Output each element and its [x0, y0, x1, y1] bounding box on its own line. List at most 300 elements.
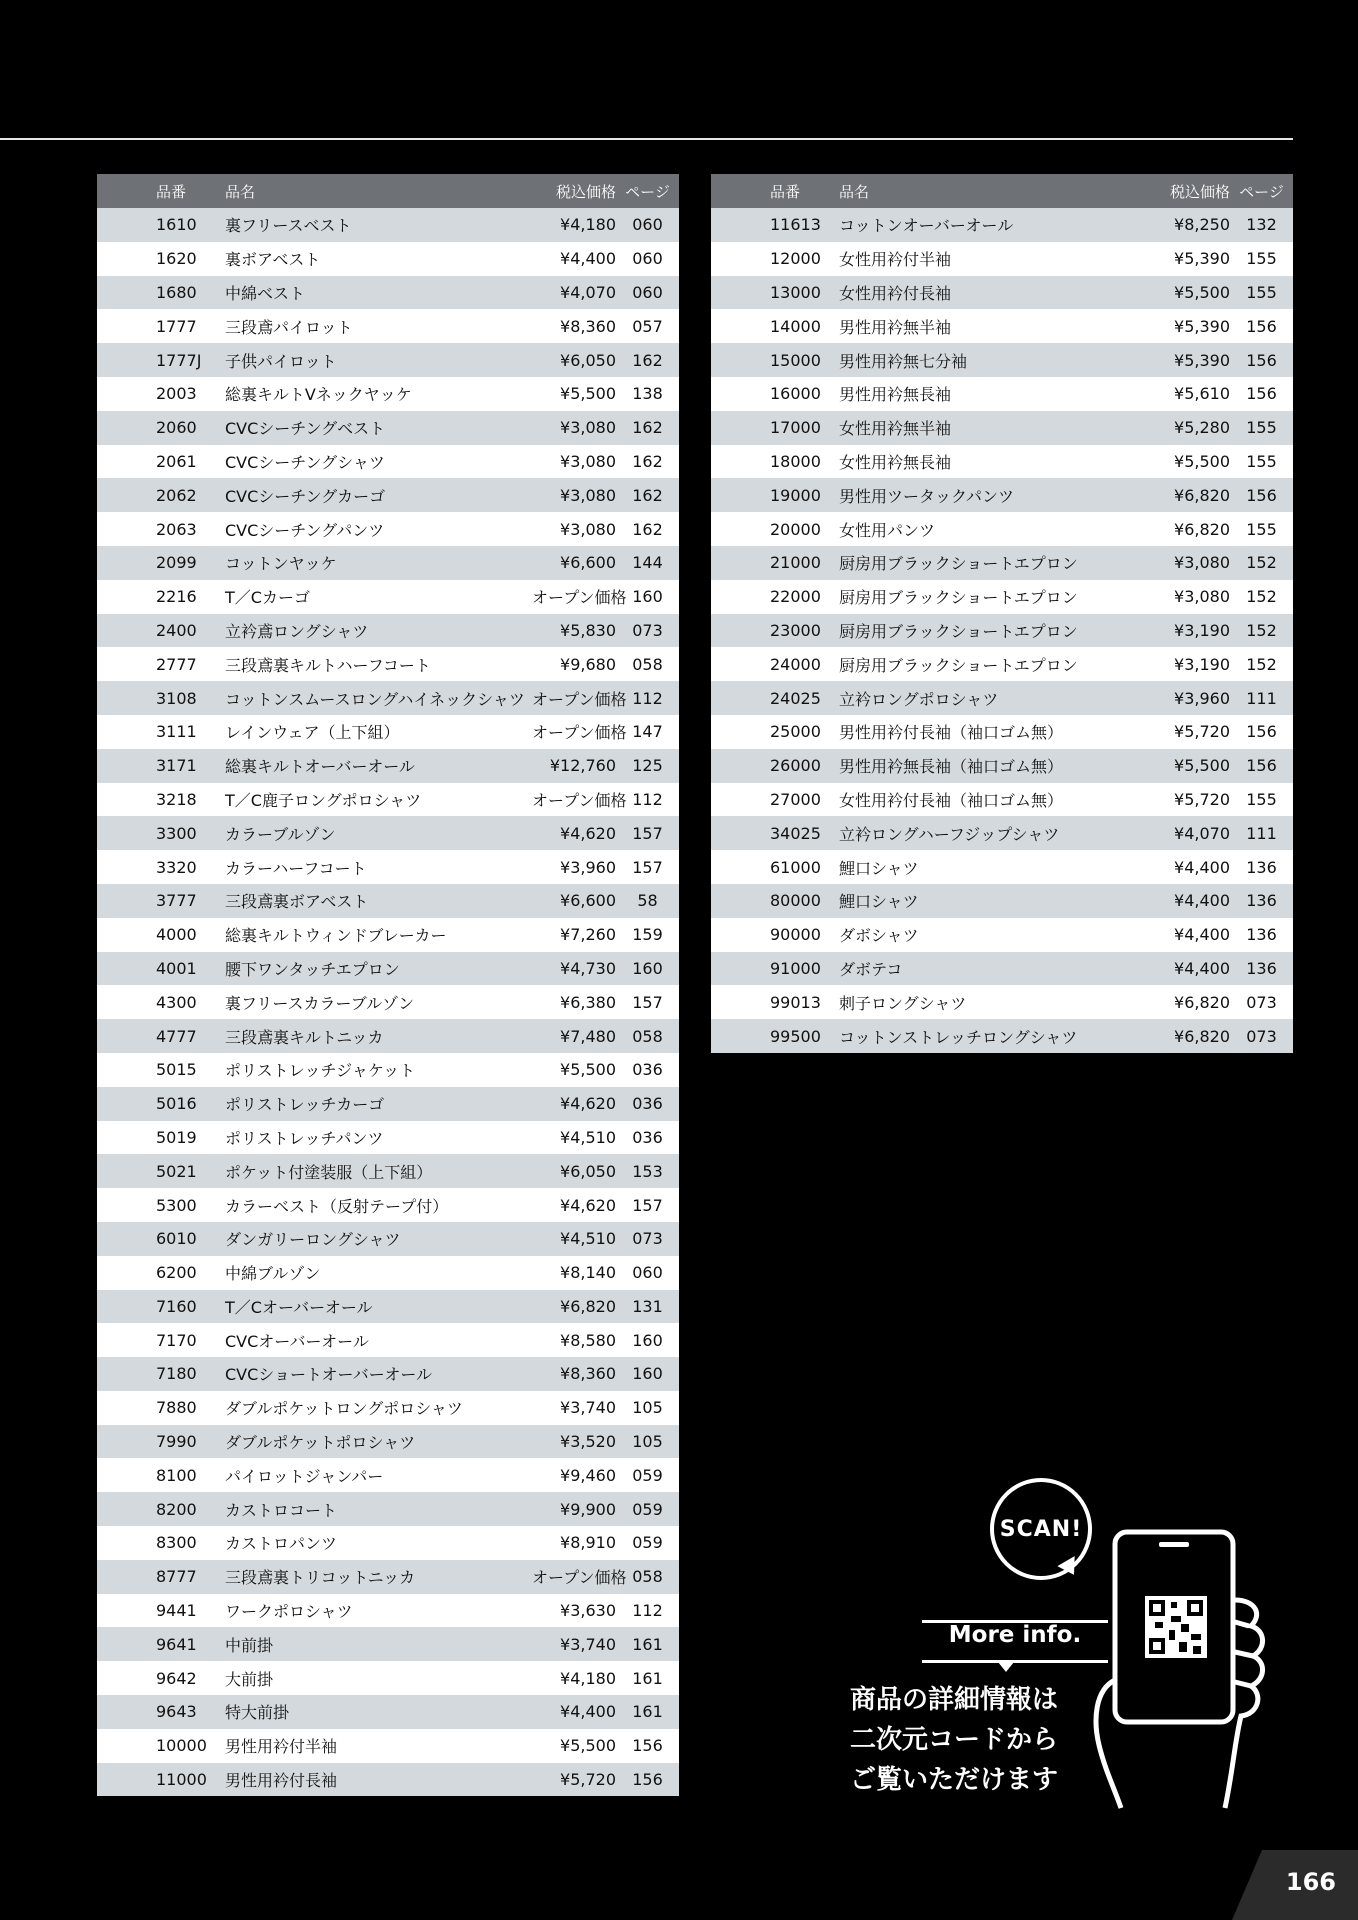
- item-name: 女性用衿無半袖: [839, 419, 952, 439]
- item-price: ¥7,260: [560, 925, 616, 945]
- item-price: ¥5,610: [1174, 384, 1230, 404]
- item-code: 7990: [156, 1432, 197, 1452]
- item-page: 136: [1246, 958, 1277, 978]
- item-page: 160: [632, 1364, 663, 1384]
- item-page: 136: [1246, 891, 1277, 911]
- item-name: 女性用衿無長袖: [839, 452, 952, 472]
- item-page: 156: [632, 1736, 663, 1756]
- item-name: ダボシャツ: [839, 926, 919, 946]
- table-row: [97, 783, 679, 817]
- item-page: 160: [632, 1330, 663, 1350]
- header-price: 税込価格: [1146, 174, 1230, 208]
- item-page: 157: [632, 992, 663, 1012]
- item-price: ¥5,390: [1174, 249, 1230, 269]
- item-page: 125: [632, 756, 663, 776]
- table-row: [97, 580, 679, 614]
- item-name: 総裏キルトウィンドブレーカー: [225, 926, 447, 946]
- item-code: 3108: [156, 688, 197, 708]
- item-price: ¥4,400: [560, 1702, 616, 1722]
- item-page: 58: [637, 891, 658, 911]
- item-name: 三段鳶裏ボアベスト: [225, 892, 369, 912]
- item-price: ¥3,080: [1174, 587, 1230, 607]
- item-page: 152: [1246, 553, 1277, 573]
- item-page: 059: [632, 1499, 663, 1519]
- table-row: [97, 546, 679, 580]
- header-code: 品番: [97, 174, 225, 208]
- item-name: 裏ボアベスト: [225, 250, 321, 270]
- table-row: [711, 952, 1293, 986]
- table-row: [97, 411, 679, 445]
- item-page: 156: [1246, 350, 1277, 370]
- item-code: 1680: [156, 282, 197, 302]
- item-name: コットンヤッケ: [225, 554, 337, 574]
- item-name: T／C鹿子ロングポロシャツ: [225, 790, 422, 810]
- item-price: ¥6,050: [560, 350, 616, 370]
- item-price: オープン価格: [532, 1568, 627, 1588]
- item-code: 9441: [156, 1601, 197, 1621]
- item-code: 21000: [770, 553, 821, 573]
- item-code: 17000: [770, 418, 821, 438]
- item-code: 18000: [770, 451, 821, 471]
- item-code: 2061: [156, 451, 197, 471]
- item-page: 036: [632, 1060, 663, 1080]
- table-row: [97, 1290, 679, 1324]
- item-name: 子供パイロット: [225, 351, 337, 371]
- item-page: 155: [1246, 418, 1277, 438]
- item-code: 23000: [770, 620, 821, 640]
- item-page: 162: [632, 485, 663, 505]
- item-page: 147: [632, 722, 663, 742]
- item-price: ¥6,820: [560, 1296, 616, 1316]
- item-name: 男性用衿無半袖: [839, 317, 952, 337]
- item-price: ¥5,720: [560, 1770, 616, 1790]
- table-row: [97, 850, 679, 884]
- item-name: コットンスムースロングハイネックシャツ: [225, 689, 525, 709]
- table-row: [97, 1121, 679, 1155]
- table-header-row: [711, 174, 1293, 208]
- item-code: 91000: [770, 958, 821, 978]
- item-price: ¥4,400: [1174, 891, 1230, 911]
- item-price: ¥5,280: [1174, 418, 1230, 438]
- item-name: 裏フリースカラーブルゾン: [225, 993, 415, 1013]
- item-price: ¥3,080: [560, 451, 616, 471]
- item-name: ポリストレッチジャケット: [225, 1061, 416, 1081]
- item-price: ¥3,080: [560, 418, 616, 438]
- item-price: ¥5,720: [1174, 789, 1230, 809]
- table-row: [97, 715, 679, 749]
- item-code: 26000: [770, 756, 821, 776]
- item-page: 073: [632, 1229, 663, 1249]
- item-code: 34025: [770, 823, 821, 843]
- item-name: 三段鳶裏キルトニッカ: [225, 1027, 384, 1047]
- item-price: ¥4,400: [560, 249, 616, 269]
- promo-line-2: 二次元コードから: [850, 1725, 1059, 1755]
- item-name: ダブルポケットロングポロシャツ: [225, 1399, 463, 1419]
- header-price: 税込価格: [532, 174, 616, 208]
- table-row: [97, 512, 679, 546]
- table-row: [711, 850, 1293, 884]
- price-table-left-body: [97, 208, 679, 1796]
- item-code: 14000: [770, 316, 821, 336]
- item-code: 4001: [156, 958, 197, 978]
- table-row: [97, 208, 679, 242]
- table-row: [97, 1256, 679, 1290]
- item-price: ¥3,080: [560, 519, 616, 539]
- item-name: 男性用ツータックパンツ: [839, 486, 1015, 506]
- item-price: ¥5,500: [560, 1736, 616, 1756]
- item-price: ¥3,740: [560, 1634, 616, 1654]
- item-page: 157: [632, 823, 663, 843]
- item-name: カラーブルゾン: [225, 824, 336, 844]
- promo-line-3: ご覧いただけます: [850, 1765, 1059, 1795]
- table-row: [711, 478, 1293, 512]
- item-code: 6200: [156, 1263, 197, 1283]
- item-code: 5300: [156, 1195, 197, 1215]
- item-code: 24025: [770, 688, 821, 708]
- item-code: 10000: [156, 1736, 207, 1756]
- item-code: 2216: [156, 587, 197, 607]
- item-price: ¥3,190: [1174, 654, 1230, 674]
- item-name: 男性用衿付半袖: [225, 1737, 338, 1757]
- promo-line-1: 商品の詳細情報は: [850, 1685, 1059, 1715]
- table-row: [97, 1053, 679, 1087]
- item-code: 90000: [770, 925, 821, 945]
- item-page: 105: [632, 1432, 663, 1452]
- table-row: [711, 208, 1293, 242]
- item-name: 男性用衿無長袖: [839, 385, 952, 405]
- table-row: [97, 1492, 679, 1526]
- table-row: [97, 918, 679, 952]
- item-code: 5015: [156, 1060, 197, 1080]
- item-price: ¥6,380: [560, 992, 616, 1012]
- qr-code-icon: [1145, 1596, 1207, 1658]
- item-page: 160: [632, 587, 663, 607]
- table-row: [97, 985, 679, 1019]
- item-code: 8777: [156, 1567, 197, 1587]
- item-code: 9643: [156, 1702, 197, 1722]
- item-price: ¥3,740: [560, 1398, 616, 1418]
- item-code: 7160: [156, 1296, 197, 1316]
- item-page: 157: [632, 857, 663, 877]
- item-code: 2777: [156, 654, 197, 674]
- item-name: 大前掛: [225, 1669, 274, 1689]
- item-page: 156: [1246, 316, 1277, 336]
- item-name: 女性用パンツ: [839, 520, 936, 540]
- item-name: 総裏キルトVネックヤッケ: [225, 385, 412, 405]
- promo-text: [850, 1680, 1058, 1800]
- item-name: 三段鳶パイロット: [225, 317, 353, 337]
- item-code: 9642: [156, 1668, 197, 1688]
- item-page: 155: [1246, 249, 1277, 269]
- item-code: 2099: [156, 553, 197, 573]
- item-name: 腰下ワンタッチエプロン: [225, 959, 400, 979]
- item-name: CVCショートオーバーオール: [225, 1365, 433, 1385]
- item-price: ¥9,460: [560, 1465, 616, 1485]
- more-info-notch: [998, 1662, 1014, 1672]
- table-row: [711, 918, 1293, 952]
- item-price: ¥6,820: [1174, 1026, 1230, 1046]
- item-name: 男性用衿無七分袖: [839, 351, 968, 371]
- item-code: 11000: [156, 1770, 207, 1790]
- header-name: 品名: [225, 174, 532, 208]
- table-row: [97, 884, 679, 918]
- table-row: [97, 1087, 679, 1121]
- more-info-label: More info.: [948, 1622, 1082, 1648]
- item-page: 111: [1246, 823, 1277, 843]
- item-price: ¥4,400: [1174, 925, 1230, 945]
- item-price: ¥4,620: [560, 823, 616, 843]
- table-row: [711, 546, 1293, 580]
- price-table-left: [97, 174, 679, 1796]
- item-code: 16000: [770, 384, 821, 404]
- item-price: ¥6,600: [560, 553, 616, 573]
- item-price: ¥5,390: [1174, 350, 1230, 370]
- item-code: 24000: [770, 654, 821, 674]
- item-name: 三段鳶裏キルトハーフコート: [225, 655, 431, 675]
- item-page: 073: [1246, 992, 1277, 1012]
- item-page: 073: [632, 620, 663, 640]
- item-code: 9641: [156, 1634, 197, 1654]
- item-price: ¥5,720: [1174, 722, 1230, 742]
- item-page: 162: [632, 350, 663, 370]
- item-page: 111: [1246, 688, 1277, 708]
- item-code: 27000: [770, 789, 821, 809]
- item-page: 156: [632, 1770, 663, 1790]
- item-price: ¥8,580: [560, 1330, 616, 1350]
- table-row: [97, 749, 679, 783]
- item-price: ¥8,250: [1174, 215, 1230, 235]
- item-page: 073: [1246, 1026, 1277, 1046]
- table-row: [711, 580, 1293, 614]
- item-page: 161: [632, 1634, 663, 1654]
- item-code: 12000: [770, 249, 821, 269]
- item-code: 22000: [770, 587, 821, 607]
- item-code: 8200: [156, 1499, 197, 1519]
- table-row: [711, 985, 1293, 1019]
- header-name: 品名: [839, 174, 1146, 208]
- item-price: ¥4,180: [560, 1668, 616, 1688]
- item-page: 156: [1246, 756, 1277, 776]
- table-row: [711, 816, 1293, 850]
- item-code: 13000: [770, 282, 821, 302]
- item-price: ¥6,820: [1174, 992, 1230, 1012]
- table-row: [97, 1763, 679, 1797]
- item-name: 女性用衿付半袖: [839, 250, 952, 270]
- smartphone-hand-icon: [1085, 1530, 1275, 1810]
- item-page: 060: [632, 1263, 663, 1283]
- item-code: 5016: [156, 1094, 197, 1114]
- item-price: オープン価格: [532, 790, 627, 810]
- item-page: 036: [632, 1127, 663, 1147]
- item-price: ¥7,480: [560, 1026, 616, 1046]
- item-price: ¥5,500: [560, 1060, 616, 1080]
- item-name: CVCシーチングシャツ: [225, 452, 385, 472]
- item-code: 1620: [156, 249, 197, 269]
- price-table-right: [711, 174, 1293, 1053]
- table-row: [97, 276, 679, 310]
- item-name: 厨房用ブラックショートエプロン: [839, 554, 1078, 574]
- item-page: 138: [632, 384, 663, 404]
- item-name: ダボテコ: [839, 959, 903, 979]
- item-price: ¥3,080: [1174, 553, 1230, 573]
- item-price: オープン価格: [532, 588, 627, 608]
- item-price: ¥3,080: [560, 485, 616, 505]
- item-price: ¥8,140: [560, 1263, 616, 1283]
- item-code: 8300: [156, 1533, 197, 1553]
- item-page: 152: [1246, 620, 1277, 640]
- item-name: ポリストレッチカーゴ: [225, 1095, 385, 1115]
- item-price: ¥5,830: [560, 620, 616, 640]
- item-name: 中綿ブルゾン: [225, 1264, 321, 1284]
- item-price: ¥8,360: [560, 316, 616, 336]
- table-row: [711, 884, 1293, 918]
- item-price: ¥5,500: [1174, 756, 1230, 776]
- item-price: ¥6,820: [1174, 485, 1230, 505]
- table-row: [97, 1019, 679, 1053]
- item-name: CVCシーチングカーゴ: [225, 486, 386, 506]
- item-code: 80000: [770, 891, 821, 911]
- item-name: T／Cオーバーオール: [225, 1297, 373, 1317]
- table-row: [97, 1391, 679, 1425]
- item-name: カストロコート: [225, 1500, 338, 1520]
- item-price: ¥4,070: [1174, 823, 1230, 843]
- item-page: 132: [1246, 215, 1277, 235]
- item-page: 060: [632, 215, 663, 235]
- item-name: CVCシーチングベスト: [225, 419, 386, 439]
- item-code: 8100: [156, 1465, 197, 1485]
- table-row: [711, 309, 1293, 343]
- item-name: 特大前掛: [225, 1703, 290, 1723]
- item-page: 058: [632, 1026, 663, 1046]
- item-name: 厨房用ブラックショートエプロン: [839, 588, 1078, 608]
- item-page: 156: [1246, 722, 1277, 742]
- item-page: 156: [1246, 485, 1277, 505]
- table-row: [711, 614, 1293, 648]
- table-row: [97, 647, 679, 681]
- table-row: [711, 276, 1293, 310]
- table-row: [711, 445, 1293, 479]
- table-row: [97, 1594, 679, 1628]
- item-name: 厨房用ブラックショートエプロン: [839, 621, 1078, 641]
- item-name: ポケット付塗装服（上下組）: [225, 1162, 433, 1182]
- table-row: [97, 343, 679, 377]
- item-page: 059: [632, 1533, 663, 1553]
- table-row: [97, 242, 679, 276]
- table-row: [97, 1154, 679, 1188]
- item-page: 155: [1246, 282, 1277, 302]
- item-price: ¥5,390: [1174, 316, 1230, 336]
- item-code: 4300: [156, 992, 197, 1012]
- item-price: オープン価格: [532, 689, 627, 709]
- item-price: ¥8,910: [560, 1533, 616, 1553]
- table-row: [711, 343, 1293, 377]
- item-page: 112: [632, 1601, 663, 1621]
- item-page: 131: [632, 1296, 663, 1316]
- item-code: 25000: [770, 722, 821, 742]
- item-code: 20000: [770, 519, 821, 539]
- item-code: 2060: [156, 418, 197, 438]
- item-code: 3218: [156, 789, 197, 809]
- item-page: 036: [632, 1094, 663, 1114]
- item-name: レインウェア（上下組）: [225, 723, 400, 743]
- item-page: 136: [1246, 857, 1277, 877]
- table-row: [97, 1695, 679, 1729]
- item-code: 19000: [770, 485, 821, 505]
- scan-bubble: SCAN!: [990, 1478, 1092, 1580]
- item-name: 男性用衿付長袖: [225, 1771, 338, 1791]
- item-name: 立衿ロングポロシャツ: [839, 689, 999, 709]
- item-code: 5019: [156, 1127, 197, 1147]
- item-price: ¥4,400: [1174, 857, 1230, 877]
- item-price: ¥3,960: [1174, 688, 1230, 708]
- item-price: オープン価格: [532, 723, 627, 743]
- item-name: コットンストレッチロングシャツ: [839, 1027, 1078, 1047]
- item-page: 161: [632, 1668, 663, 1688]
- item-page: 152: [1246, 587, 1277, 607]
- item-name: 刺子ロングシャツ: [839, 993, 967, 1013]
- item-code: 1777J: [156, 350, 202, 370]
- item-price: ¥8,360: [560, 1364, 616, 1384]
- item-name: ワークポロシャツ: [225, 1602, 353, 1622]
- item-page: 058: [632, 1567, 663, 1587]
- table-row: [97, 1222, 679, 1256]
- table-row: [97, 816, 679, 850]
- item-name: 男性用衿無長袖（袖口ゴム無）: [839, 757, 1064, 777]
- item-name: CVCシーチングパンツ: [225, 520, 385, 540]
- item-price: ¥6,820: [1174, 519, 1230, 539]
- item-price: ¥4,620: [560, 1195, 616, 1215]
- item-name: 裏フリースベスト: [225, 216, 352, 236]
- item-name: 中前掛: [225, 1635, 274, 1655]
- item-page: 162: [632, 519, 663, 539]
- item-page: 060: [632, 249, 663, 269]
- header-page: ページ: [1230, 174, 1293, 208]
- item-code: 11613: [770, 215, 821, 235]
- table-row: [97, 1357, 679, 1391]
- table-row: [97, 681, 679, 715]
- item-code: 3111: [156, 722, 197, 742]
- table-row: [711, 715, 1293, 749]
- item-page: 155: [1246, 451, 1277, 471]
- table-row: [97, 309, 679, 343]
- item-code: 2003: [156, 384, 197, 404]
- table-row: [97, 445, 679, 479]
- item-price: ¥5,500: [1174, 451, 1230, 471]
- table-row: [711, 681, 1293, 715]
- item-price: ¥4,730: [560, 958, 616, 978]
- more-info-rule: [922, 1660, 1108, 1663]
- table-row: [711, 512, 1293, 546]
- item-page: 156: [1246, 384, 1277, 404]
- table-row: [97, 1425, 679, 1459]
- item-name: 女性用衿付長袖（袖口ゴム無）: [839, 790, 1064, 810]
- item-page: 152: [1246, 654, 1277, 674]
- item-price: ¥4,620: [560, 1094, 616, 1114]
- table-row: [97, 1661, 679, 1695]
- table-row: [97, 478, 679, 512]
- item-price: ¥5,500: [560, 384, 616, 404]
- table-header-row: [97, 174, 679, 208]
- table-row: [711, 1019, 1293, 1053]
- item-price: ¥4,510: [560, 1127, 616, 1147]
- item-page: 058: [632, 654, 663, 674]
- item-name: 立衿ロングハーフジップシャツ: [839, 824, 1060, 844]
- item-name: カストロパンツ: [225, 1534, 338, 1554]
- item-code: 7180: [156, 1364, 197, 1384]
- item-name: ダブルポケットポロシャツ: [225, 1433, 416, 1453]
- item-page: 060: [632, 282, 663, 302]
- table-row: [711, 749, 1293, 783]
